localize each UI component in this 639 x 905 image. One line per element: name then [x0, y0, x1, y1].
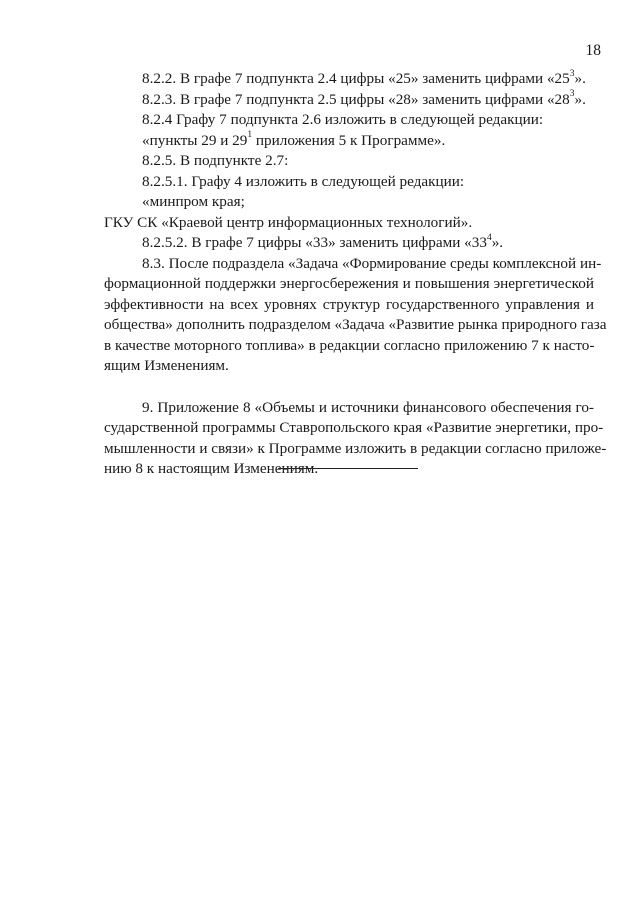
item-8-2-5-1-quote-line-2: ГКУ СК «Краевой центр информационных технологий». — [104, 213, 473, 231]
document-body — [104, 68, 607, 480]
item-8-3-line-6: ящим Изменениям. — [104, 357, 229, 374]
superscript: 3 — [569, 68, 575, 79]
page-number: 18 — [585, 42, 601, 59]
item-9-line-2: сударственной программы Ставропольского края «Развитие энергетики, про- — [104, 419, 604, 436]
item-9-line-3: мышленности и связи» к Программе изложить в редакции согласно приложе- — [104, 439, 607, 457]
item-8-3-line-1: 8.3. После подраздела «Задача «Формирование среды комплексной ин- — [142, 254, 602, 272]
item-9-line-1: 9. Приложение 8 «Объемы и источники финансового обеспечения го- — [142, 398, 594, 416]
item-8-2-5: 8.2.5. В подпункте 2.7: — [142, 152, 289, 169]
item-8-2-5-2: 8.2.5.2. В графе 7 цифры «33» заменить цифрами «$33^4$». — [142, 232, 504, 251]
item-8-2-4: 8.2.4 Графу 7 подпункта 2.6 изложить в следующей редакции: — [142, 111, 544, 128]
item-8-3-line-2: формационной поддержки энергосбережения и повышения энергетической — [104, 275, 594, 292]
superscript: 3 — [569, 89, 575, 100]
item-8-3-line-5: в качестве моторного топлива» в редакции согласно приложению 7 к насто- — [104, 336, 595, 354]
paragraph-gap — [104, 377, 594, 398]
item-8-2-2: 8.2.2. В графе 7 подпункта 2.4 цифры «25» заменить цифрами «$25^3$». — [142, 68, 586, 87]
item-8-3-line-4: общества» дополнить подразделом «Задача «Развитие рынка природного газа — [104, 316, 607, 333]
item-8-2-5-1-quote-line-1: «минпром края; — [142, 193, 245, 210]
item-8-2-3: 8.2.3. В графе 7 подпункта 2.5 цифры «28» заменить цифрами «$28^3$». — [142, 89, 586, 108]
closing-divider — [278, 468, 418, 469]
item-8-2-5-1: 8.2.5.1. Графу 4 изложить в следующей редакции: — [142, 172, 465, 190]
item-8-2-4-quote: «пункты 29 и $29^1$ приложения 5 к Программе». — [142, 130, 446, 149]
item-8-3-line-3: эффективности на всех уровнях структур государственного управления и — [104, 295, 594, 313]
item-9-line-4: нию 8 к настоящим Изменениям. — [104, 460, 319, 477]
superscript: 4 — [486, 232, 492, 243]
superscript: 1 — [247, 130, 253, 141]
